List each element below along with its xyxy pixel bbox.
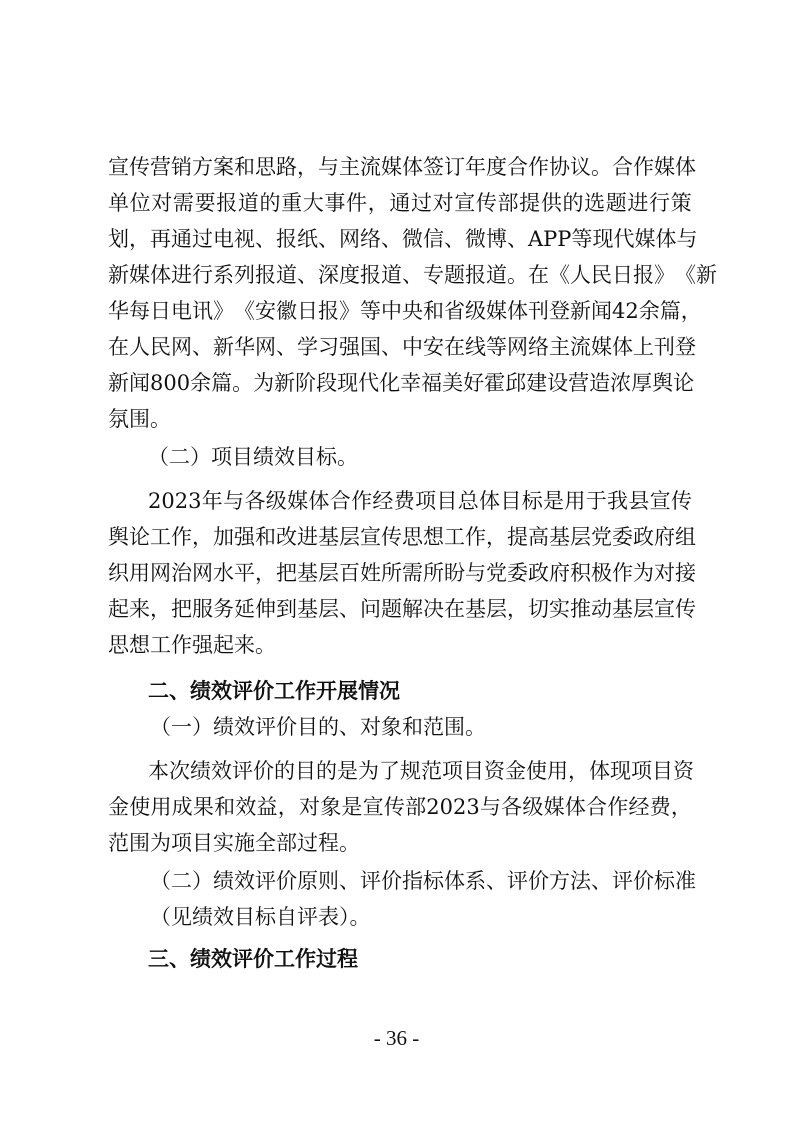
body-text-line: 在 人 民 网 、 新 华 网 、 学 习 强 国 、 中 安 在 线 等 网 络 主 流 媒 体 上 刊 登 xyxy=(108,335,696,359)
section-heading: 三、绩效评价工作过程 xyxy=(148,947,358,971)
body-text-line: 思想工作强起来。 xyxy=(108,633,276,657)
body-text-line: 划 ， 再 通 过 电 视 、 报 纸 、 网 络 、 微 信 、 微 博 、 APP 等 现 代 媒 体 与 xyxy=(108,227,698,251)
body-text-line: 宣 传 营 销 方 案 和 思 路 ， 与 主 流 媒 体 签 订 年 度 合 作 协 议 。 合 作 媒 体 xyxy=(108,155,696,179)
body-text-line: 起 来 ， 把 服 务 延 伸 到 基 层 、 问 题 解 决 在 基 层 ， 切 实 推 动 基 层 宣 传 xyxy=(108,597,696,621)
body-text-line: 氛围。 xyxy=(108,407,171,431)
section-subheading: （ 二 ） 绩 效 评 价 原 则 、 评 价 指 标 体 系 、 评 价 方 法 、 评 价 标 准 xyxy=(150,869,696,893)
section-subheading: （见绩效目标自评表）。 xyxy=(150,905,371,929)
section-heading: 二、绩效评价工作开展情况 xyxy=(148,679,400,703)
body-text-line: 华 每 日 电 讯 》 《 安 徽 日 报 》 等 中 央 和 省 级 媒 体 刊 登 新 闻 42 余 篇 ， xyxy=(108,299,702,323)
body-text-line: 织 用 网 治 网 水 平 ， 把 基 层 百 姓 所 需 所 盼 与 党 委 政 府 积 极 作 为 对 接 xyxy=(108,561,696,585)
section-subheading: （二）项目绩效目标。 xyxy=(148,445,358,469)
body-text-line: 范围为项目实施全部过程。 xyxy=(108,831,360,855)
page-number: - 36 - xyxy=(373,1026,420,1050)
body-text-line: 新 闻 800 余 篇 。 为 新 阶 段 现 代 化 幸 福 美 好 霍 邱 建 设 营 造 浓 厚 舆 论 xyxy=(108,371,695,395)
section-subheading: （一）绩效评价目的、对象和范围。 xyxy=(150,715,486,739)
body-text-line: 新 媒 体 进 行 系 列 报 道 、 深 度 报 道 、 专 题 报 道 。 在 《 人 民 日 报 》 《 新 xyxy=(108,263,717,287)
body-text-line: 金 使 用 成 果 和 效 益 ， 对 象 是 宣 传 部 2023 与 各 级 媒 体 合 作 经 费 ， xyxy=(108,795,692,819)
body-text-line: 舆 论 工 作 ， 加 强 和 改 进 基 层 宣 传 思 想 工 作 ， 提 高 基 层 党 委 政 府 组 xyxy=(108,525,696,549)
body-text-line: 2023 年 与 各 级 媒 体 合 作 经 费 项 目 总 体 目 标 是 用 于 我 县 宣 传 xyxy=(148,489,692,513)
body-text-line: 本 次 绩 效 评 价 的 目 的 是 为 了 规 范 项 目 资 金 使 用 ， 体 现 项 目 资 xyxy=(148,759,694,783)
body-text-line: 单 位 对 需 要 报 道 的 重 大 事 件 ， 通 过 对 宣 传 部 提 供 的 选 题 进 行 策 xyxy=(108,191,692,215)
